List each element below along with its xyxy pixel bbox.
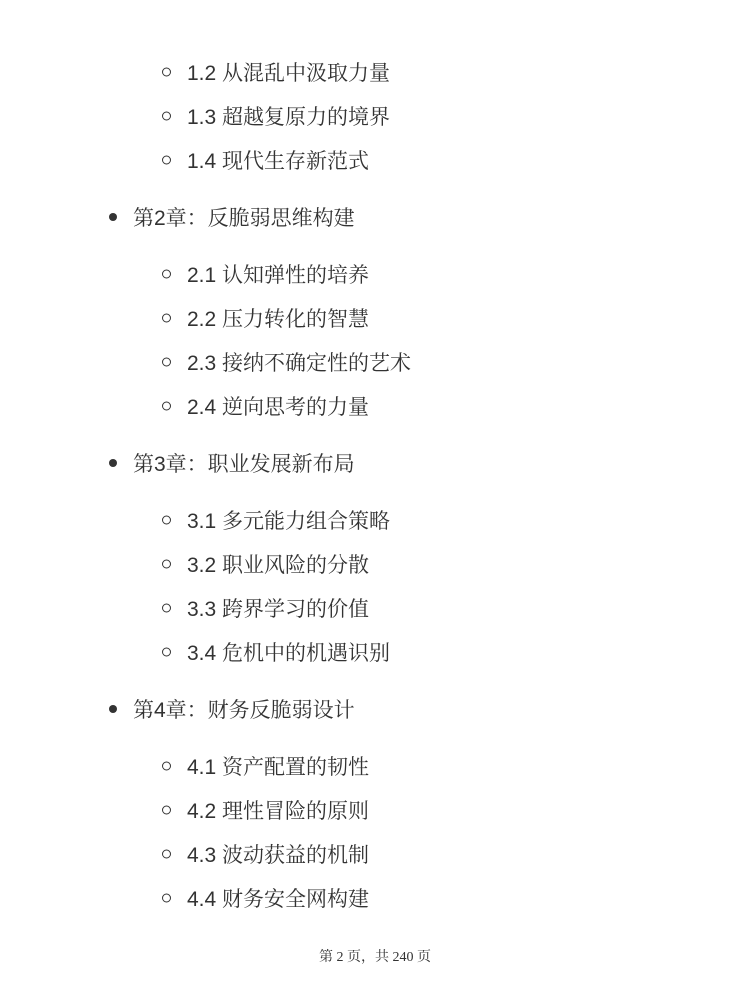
toc-section-label: 2.1 认知弹性的培养	[187, 264, 370, 287]
toc-section-item	[0, 630, 750, 674]
toc-section-label: 2.4 逆向思考的力量	[187, 396, 370, 419]
toc-section-label: 4.2 理性冒险的原则	[187, 800, 370, 823]
toc-section-label: 4.4 财务安全网构建	[187, 888, 370, 911]
toc-section-item	[0, 94, 750, 138]
toc-section-item	[0, 384, 750, 428]
circle-bullet-icon	[162, 560, 171, 569]
toc-section-item	[0, 788, 750, 832]
toc-section-item	[0, 744, 750, 788]
page-number-footer: 第 2 页，共 240 页	[319, 950, 431, 965]
toc-section-label: 4.1 资产配置的韧性	[187, 756, 370, 779]
toc-section-label: 2.3 接纳不确定性的艺术	[187, 352, 412, 375]
circle-bullet-icon	[162, 894, 171, 903]
toc-section-label: 1.4 现代生存新范式	[187, 150, 370, 173]
toc-section-item	[0, 252, 750, 296]
disc-bullet-icon	[109, 213, 117, 221]
circle-bullet-icon	[162, 604, 171, 613]
circle-bullet-icon	[162, 648, 171, 657]
circle-bullet-icon	[162, 402, 171, 411]
circle-bullet-icon	[162, 806, 171, 815]
toc-section-label: 1.3 超越复原力的境界	[187, 106, 391, 129]
toc-chapter-label: 第3章：职业发展新布局	[133, 453, 355, 476]
toc-section-label: 4.3 波动获益的机制	[187, 844, 370, 867]
disc-bullet-icon	[109, 459, 117, 467]
circle-bullet-icon	[162, 112, 171, 121]
toc-section-item	[0, 832, 750, 876]
toc-chapter-label: 第4章：财务反脆弱设计	[133, 699, 355, 722]
circle-bullet-icon	[162, 156, 171, 165]
toc-chapter-item	[0, 441, 750, 485]
toc-section-label: 3.2 职业风险的分散	[187, 554, 370, 577]
circle-bullet-icon	[162, 516, 171, 525]
toc-section-item	[0, 498, 750, 542]
toc-section-item	[0, 542, 750, 586]
toc-chapter-item	[0, 687, 750, 731]
toc-section-item	[0, 138, 750, 182]
toc-section-item	[0, 876, 750, 920]
toc-section-label: 2.2 压力转化的智慧	[187, 308, 370, 331]
toc-chapter-item	[0, 195, 750, 239]
toc-chapter-label: 第2章：反脆弱思维构建	[133, 207, 355, 230]
circle-bullet-icon	[162, 358, 171, 367]
circle-bullet-icon	[162, 68, 171, 77]
circle-bullet-icon	[162, 314, 171, 323]
disc-bullet-icon	[109, 705, 117, 713]
toc-section-item	[0, 296, 750, 340]
toc-section-item	[0, 50, 750, 94]
circle-bullet-icon	[162, 762, 171, 771]
circle-bullet-icon	[162, 850, 171, 859]
circle-bullet-icon	[162, 270, 171, 279]
toc-section-item	[0, 586, 750, 630]
toc-section-label: 3.4 危机中的机遇识别	[187, 642, 391, 665]
toc-section-label: 1.2 从混乱中汲取力量	[187, 62, 391, 85]
toc-section-label: 3.3 跨界学习的价值	[187, 598, 370, 621]
toc-section-item	[0, 340, 750, 384]
toc-section-label: 3.1 多元能力组合策略	[187, 510, 391, 533]
